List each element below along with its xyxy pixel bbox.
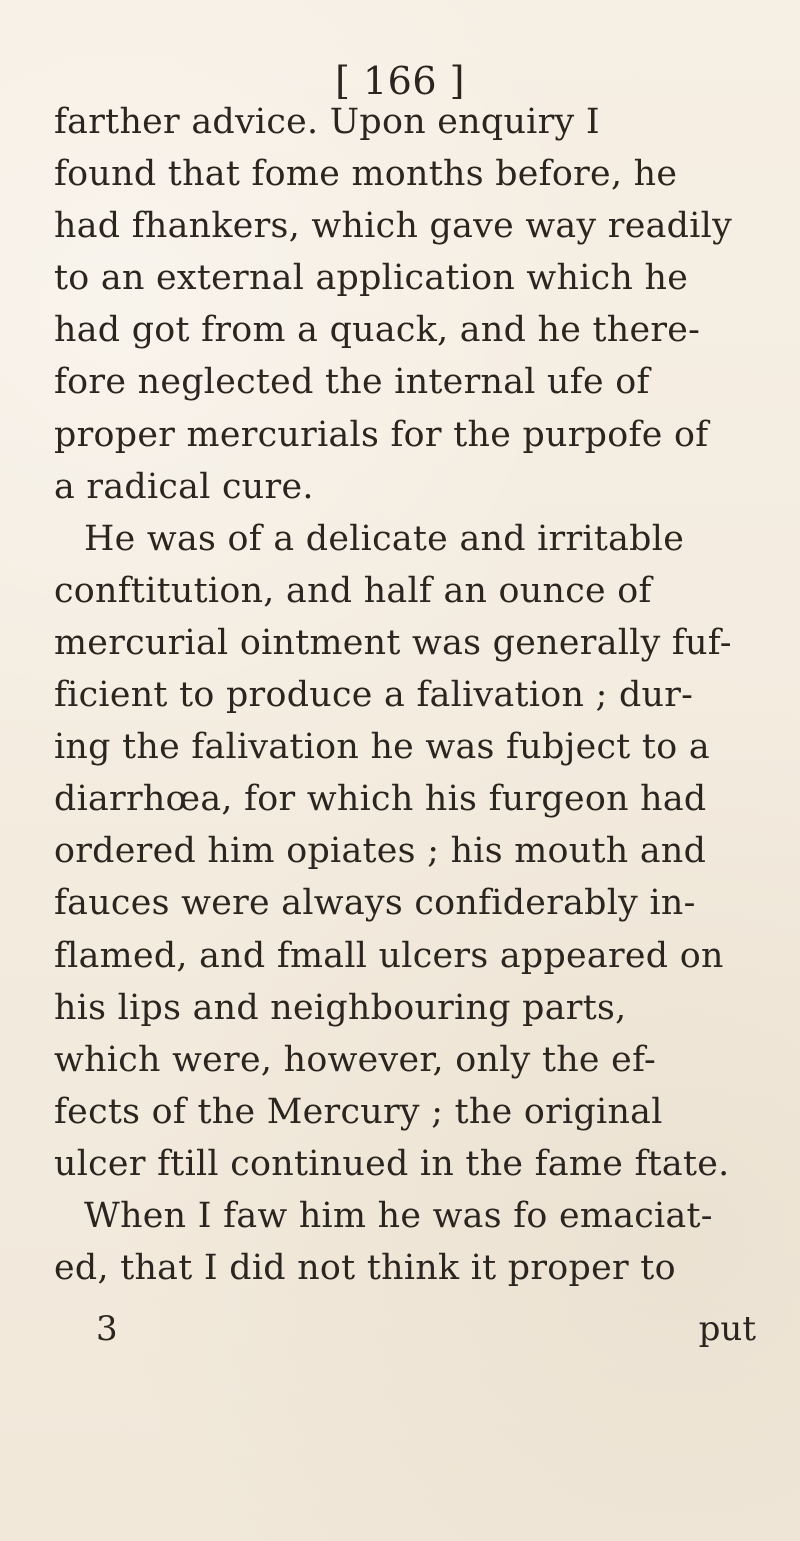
text-line-13: ing the falivation he was fubject to a (54, 727, 710, 768)
text-line-20: fects of the Mercury ; the original (54, 1091, 663, 1132)
signature-mark: 3 (96, 1309, 118, 1349)
text-line-4: to an external application which he (54, 258, 689, 299)
text-line-12: ficient to produce a falivation ; dur- (54, 675, 694, 716)
text-line-9: He was of a delicate and irritable (84, 518, 685, 559)
text-line-11: mercurial ointment was generally fuf- (54, 622, 732, 663)
text-line-16: fauces were always confiderably in- (54, 883, 696, 924)
text-line-7: proper mercurials for the purpofe of (54, 414, 709, 455)
text-line-18: his lips and neighbouring parts, (54, 987, 627, 1028)
text-line-21: ulcer ftill continued in the fame ftate. (54, 1143, 730, 1184)
body-text (54, 96, 756, 1294)
text-line-17: flamed, and fmall ulcers appeared on (54, 935, 724, 976)
text-line-1: farther advice. Upon enquiry I (54, 102, 600, 142)
catchword: put (698, 1309, 756, 1349)
text-line-2: found that fome months before, he (54, 154, 678, 195)
page-number-header: [ 166 ] (335, 59, 465, 103)
text-line-8: a radical cure. (54, 466, 314, 507)
text-line-10: conftitution, and half an ounce of (54, 570, 652, 611)
text-line-23: ed, that I did not think it proper to (54, 1248, 676, 1289)
text-line-3: had fhankers, which gave way readily (54, 206, 733, 247)
text-line-19: which were, however, only the ef- (54, 1039, 657, 1080)
page-footer (54, 1307, 756, 1351)
text-line-5: had got from a quack, and he there- (54, 310, 701, 351)
text-line-14: diarrhœa, for which his furgeon had (54, 779, 707, 820)
text-line-15: ordered him opiates ; his mouth and (54, 831, 707, 872)
text-line-6: fore neglected the internal ufe of (54, 362, 650, 403)
text-line-22: When I faw him he was fo emaciat- (84, 1195, 713, 1236)
